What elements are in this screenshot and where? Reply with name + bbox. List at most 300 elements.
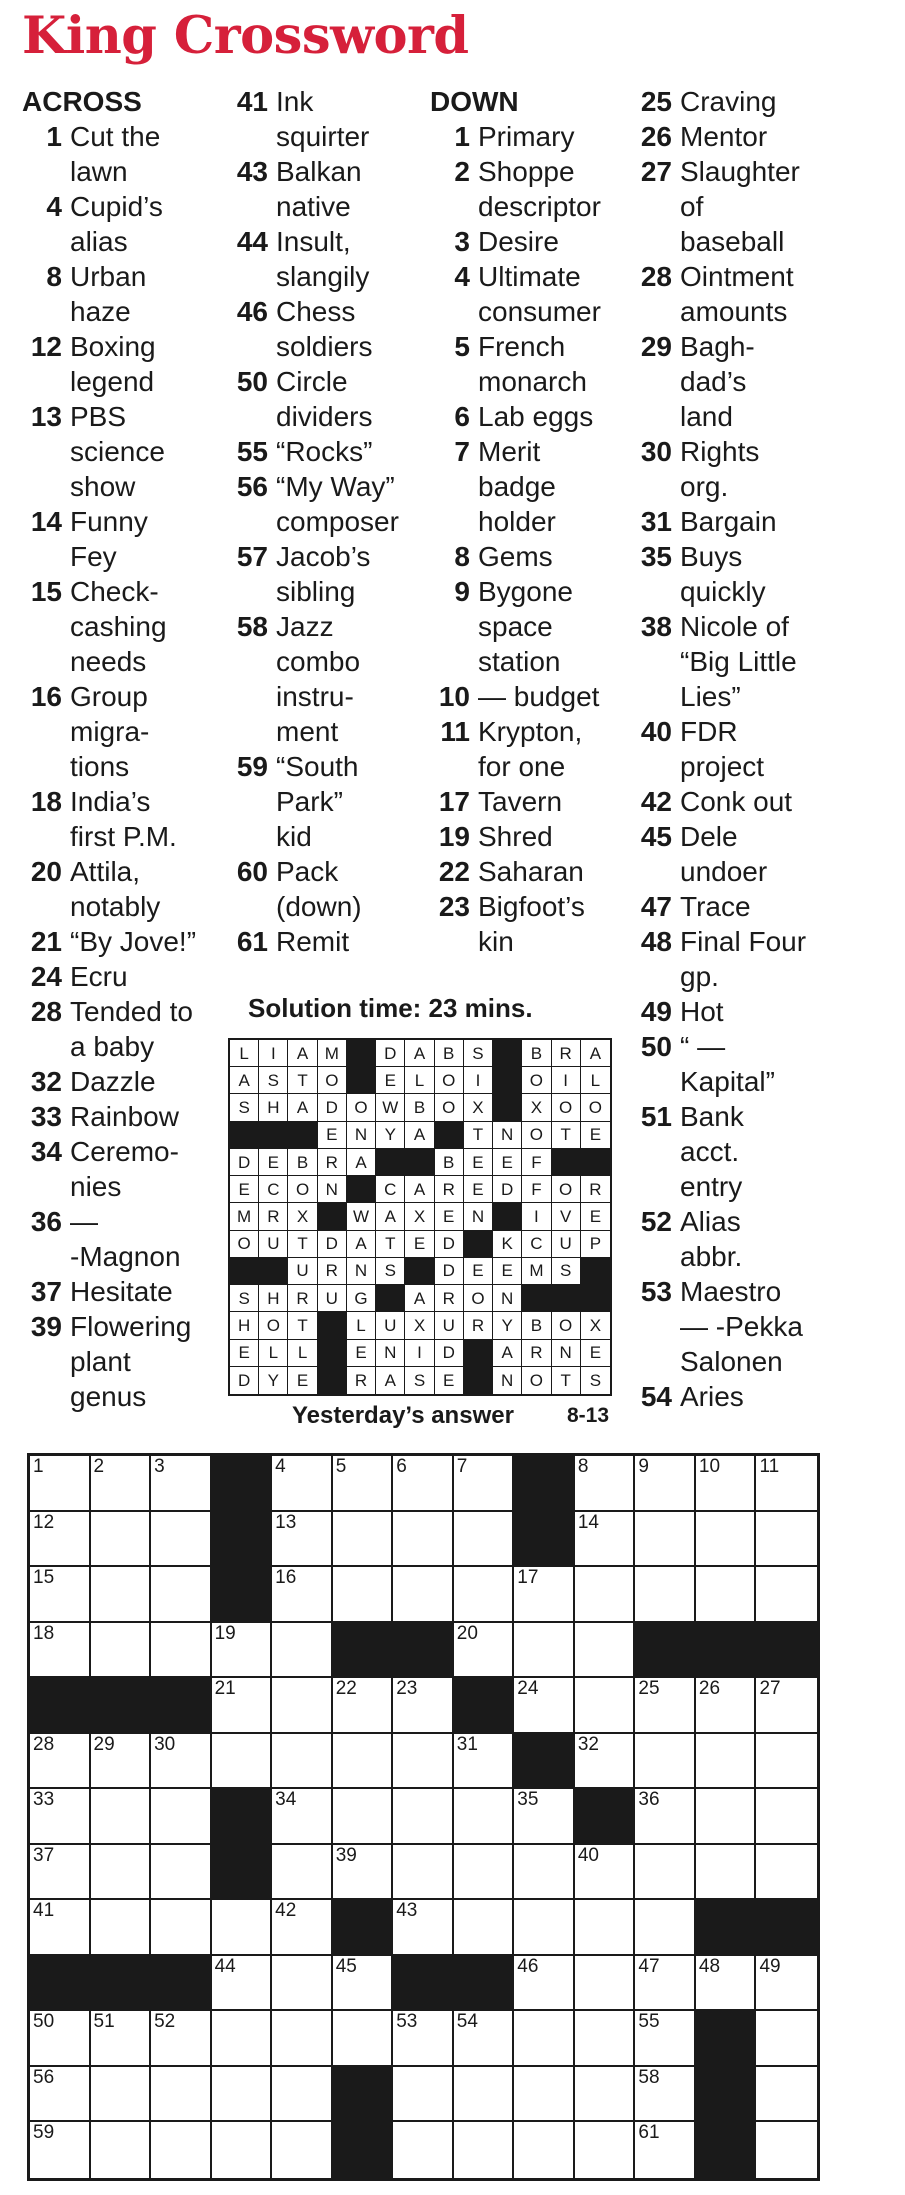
grid-cell[interactable] [151,2122,212,2178]
yesterday-letter-cell: S [464,1040,493,1067]
cell-number: 33 [33,1789,55,1811]
clue-text-line: needs [70,646,147,677]
grid-cell[interactable] [514,2122,575,2178]
grid-cell[interactable] [91,1567,152,1623]
black-square [696,2011,757,2067]
yesterday-letter-cell: E [259,1149,288,1176]
yesterday-black-square [493,1067,522,1094]
clue-across_col1-37 [22,1274,222,1309]
black-square [514,1734,575,1790]
clue-across_col2-41 [228,84,418,154]
yesterday-letter-cell: L [288,1340,317,1367]
yesterday-letter-cell: D [435,1340,464,1367]
grid-cell[interactable] [454,1512,515,1568]
grid-cell[interactable] [635,1678,696,1734]
clue-text-line: Nicole of [680,611,789,642]
grid-cell[interactable] [272,1623,333,1679]
grid-cell[interactable] [454,1623,515,1679]
clue-text-line: Urban [70,261,147,292]
grid-cell[interactable] [212,1623,273,1679]
grid-cell[interactable] [575,1567,636,1623]
yesterday-letter-cell: O [464,1285,493,1312]
yesterday-letter-cell: N [493,1285,522,1312]
grid-cell[interactable] [212,1734,273,1790]
yesterday-letter-cell: R [288,1285,317,1312]
grid-cell[interactable] [272,1900,333,1956]
black-square [696,1623,757,1679]
yesterday-letter-cell: X [581,1312,610,1339]
clue-text-line: Lies” [680,681,741,712]
grid-cell[interactable] [635,1512,696,1568]
grid-cell[interactable] [91,1512,152,1568]
yesterday-black-square [347,1176,376,1203]
yesterday-letter-cell: T [288,1231,317,1258]
black-square [212,1789,273,1845]
yesterday-letter-cell: C [522,1231,551,1258]
cell-number: 1 [33,1456,44,1477]
grid-cell[interactable] [393,2067,454,2123]
grid-cell[interactable] [30,1845,91,1901]
grid-cell[interactable] [333,1456,394,1512]
clue-across_col1-28 [22,994,222,1064]
clue-down_col1-19 [430,819,630,854]
clue-text-line: a baby [70,1031,155,1062]
grid-cell[interactable] [212,1678,273,1734]
yesterday-black-square [230,1122,259,1149]
grid-cell[interactable] [333,1789,394,1845]
clue-number: 33 [30,1101,62,1132]
yesterday-letter-cell: O [522,1367,551,1394]
grid-cell[interactable] [151,1900,212,1956]
grid-cell[interactable] [575,1456,636,1512]
cell-number: 28 [33,1733,55,1755]
clue-text-line: Funny [70,506,148,537]
grid-cell[interactable] [696,1845,757,1901]
grid-cell[interactable] [454,1789,515,1845]
grid-cell[interactable] [151,1623,212,1679]
grid-cell[interactable] [454,1900,515,1956]
grid-cell[interactable] [635,1456,696,1512]
clue-text-line: — [70,1206,98,1237]
grid-cell[interactable] [91,1734,152,1790]
grid-cell[interactable] [30,2011,91,2067]
grid-cell[interactable] [756,2011,817,2067]
grid-cell[interactable] [30,1456,91,1512]
clue-across_col1-4 [22,189,222,259]
clue-text-line: Chess [276,296,356,327]
grid-cell[interactable] [575,2067,636,2123]
clue-text-line: legend [70,366,155,397]
grid-cell[interactable] [514,2011,575,2067]
grid-cell[interactable] [756,2067,817,2123]
clue-text-line: Tended to [70,996,193,1027]
cell-number: 7 [456,1456,468,1477]
grid-cell[interactable] [272,1567,333,1623]
clue-text-line: Dazzle [70,1066,156,1097]
grid-cell[interactable] [514,1678,575,1734]
clue-number: 7 [454,436,470,467]
down-clues-column-1 [430,84,630,959]
grid-cell[interactable] [454,2011,515,2067]
yesterday-letter-cell: E [581,1203,610,1230]
grid-cell[interactable] [514,1845,575,1901]
cell-number: 47 [638,1955,660,1977]
grid-cell[interactable] [151,1734,212,1790]
yesterday-letter-cell: E [318,1122,347,1149]
grid-cell[interactable] [756,1789,817,1845]
grid-cell[interactable] [151,1789,212,1845]
yesterday-letter-cell: R [522,1340,551,1367]
yesterday-letter-cell: C [259,1176,288,1203]
clue-across_col2-58 [228,609,418,749]
yesterday-caption: Yesterday’s answer [292,1402,514,1429]
grid-cell[interactable] [151,1512,212,1568]
yesterday-letter-cell: E [230,1176,259,1203]
grid-cell[interactable] [393,1456,454,1512]
yesterday-black-square [259,1258,288,1285]
clue-number: 45 [640,821,672,852]
cell-number: 25 [638,1678,660,1700]
grid-cell[interactable] [454,2067,515,2123]
grid-cell[interactable] [454,1734,515,1790]
grid-cell[interactable] [756,2122,817,2178]
grid-cell[interactable] [393,1845,454,1901]
grid-cell[interactable] [696,1956,757,2012]
grid-cell[interactable] [696,1456,757,1512]
yesterday-letter-cell: T [552,1122,581,1149]
cell-number: 37 [33,1844,55,1866]
clue-text-line: consumer [478,296,601,327]
clue-text-line: Slaughter [680,156,800,187]
grid-cell[interactable] [575,1678,636,1734]
grid-cell[interactable] [635,1567,696,1623]
clue-text-line: FDR [680,716,738,747]
clue-text-line: nies [70,1171,122,1202]
across-clues-column-2 [228,84,418,959]
grid-cell[interactable] [756,1456,817,1512]
cell-number: 46 [517,1955,539,1977]
clue-across_col2-46 [228,294,418,364]
yesterday-letter-cell: A [405,1122,434,1149]
clue-text-line: station [478,646,561,677]
grid-cell[interactable] [575,1845,636,1901]
yesterday-letter-cell: D [435,1231,464,1258]
grid-cell[interactable] [333,1512,394,1568]
grid-cell[interactable] [151,1845,212,1901]
yesterday-letter-cell: O [347,1094,376,1121]
clue-text-line: Bigfoot’s [478,891,585,922]
grid-cell[interactable] [272,2122,333,2178]
clue-number: 8 [454,541,470,572]
grid-cell[interactable] [151,2067,212,2123]
clue-text-line: Conk out [680,786,793,817]
yesterday-black-square [347,1067,376,1094]
grid-cell[interactable] [514,1900,575,1956]
grid-cell[interactable] [575,2122,636,2178]
clue-text-line: Craving [680,86,777,117]
clue-text-line: Bargain [680,506,777,537]
grid-cell[interactable] [212,2011,273,2067]
clue-down_col2-42 [632,784,832,819]
grid-cell[interactable] [91,2122,152,2178]
grid-cell[interactable] [151,1567,212,1623]
grid-cell[interactable] [393,2011,454,2067]
clue-text-line: Gems [478,541,553,572]
cell-number: 50 [33,2011,55,2033]
grid-cell[interactable] [30,2067,91,2123]
grid-cell[interactable] [756,1512,817,1568]
grid-cell[interactable] [756,1678,817,1734]
yesterday-letter-cell: T [376,1231,405,1258]
clue-text-line: Check- [70,576,159,607]
grid-cell[interactable] [272,2011,333,2067]
grid-cell[interactable] [635,1789,696,1845]
grid-cell[interactable] [272,2067,333,2123]
clue-number: 30 [640,436,672,467]
grid-cell[interactable] [272,1678,333,1734]
cell-number: 17 [517,1567,539,1589]
grid-cell[interactable] [333,1567,394,1623]
cell-number: 20 [456,1622,478,1644]
grid-cell[interactable] [696,1734,757,1790]
across-col1-list [22,119,222,1414]
yesterday-letter-cell: N [464,1203,493,1230]
grid-cell[interactable] [756,1567,817,1623]
clue-text-line: space [478,611,553,642]
grid-cell[interactable] [30,1623,91,1679]
yesterday-letter-cell: U [552,1231,581,1258]
grid-cell[interactable] [635,1845,696,1901]
grid-cell[interactable] [272,1845,333,1901]
grid-cell[interactable] [575,1900,636,1956]
black-square [333,1900,394,1956]
grid-cell[interactable] [575,1623,636,1679]
cell-number: 44 [214,1955,236,1977]
grid-cell[interactable] [454,2122,515,2178]
clue-across_col1-21 [22,924,222,959]
grid-cell[interactable] [454,1567,515,1623]
clue-text-line: show [70,471,136,502]
down-clues-column-2 [632,84,832,1414]
clue-down_col2-28 [632,259,832,329]
grid-cell[interactable] [575,1956,636,2012]
cell-number: 13 [275,1511,297,1533]
yesterday-letter-cell: R [318,1149,347,1176]
cell-number: 35 [517,1789,539,1811]
grid-cell[interactable] [514,2067,575,2123]
grid-cell[interactable] [756,1734,817,1790]
grid-cell[interactable] [514,1789,575,1845]
yesterday-letter-cell: T [288,1312,317,1339]
grid-cell[interactable] [272,1512,333,1568]
yesterday-letter-cell: O [552,1094,581,1121]
cell-number: 39 [335,1844,357,1866]
grid-cell[interactable] [151,2011,212,2067]
grid-cell[interactable] [91,1900,152,1956]
yesterday-letter-cell: U [318,1285,347,1312]
grid-cell[interactable] [212,2122,273,2178]
yesterday-letter-cell: B [435,1040,464,1067]
clue-text-line: slangily [276,261,370,292]
grid-cell[interactable] [272,1734,333,1790]
grid-cell[interactable] [91,2067,152,2123]
grid-cell[interactable] [514,1623,575,1679]
yesterday-letter-cell: A [230,1067,259,1094]
clue-text-line: Park” [276,786,343,817]
clue-text-line: cashing [70,611,167,642]
grid-cell[interactable] [333,1734,394,1790]
clue-text-line: Maestro [680,1276,782,1307]
yesterday-letter-cell: O [288,1176,317,1203]
grid-cell[interactable] [635,1734,696,1790]
clue-number: 1 [46,121,62,152]
grid-cell[interactable] [333,1845,394,1901]
yesterday-letter-cell: B [405,1094,434,1121]
cell-number: 16 [275,1567,297,1589]
grid-cell[interactable] [635,2067,696,2123]
yesterday-letter-cell: W [376,1094,405,1121]
yesterday-letter-cell: O [435,1094,464,1121]
grid-cell[interactable] [333,1678,394,1734]
clue-number: 19 [438,821,470,852]
clue-down_col2-54 [632,1379,832,1414]
grid-cell[interactable] [272,1456,333,1512]
yesterday-letter-cell: O [522,1067,551,1094]
grid-cell[interactable] [30,1900,91,1956]
black-square [30,1956,91,2012]
grid-cell[interactable] [333,1956,394,2012]
black-square [756,1900,817,1956]
yesterday-black-square [318,1367,347,1394]
clue-text-line: native [276,191,351,222]
yesterday-letter-cell: X [464,1094,493,1121]
yesterday-letter-cell: R [581,1176,610,1203]
yesterday-letter-cell: I [464,1067,493,1094]
black-square [212,1567,273,1623]
grid-cell[interactable] [393,1678,454,1734]
yesterday-letter-cell: A [581,1040,610,1067]
page-title: King Crossword [22,6,469,66]
yesterday-letter-cell: E [288,1367,317,1394]
grid-cell[interactable] [91,2011,152,2067]
grid-cell[interactable] [393,1734,454,1790]
grid-cell[interactable] [30,2122,91,2178]
grid-cell[interactable] [212,2067,273,2123]
grid-cell[interactable] [393,1900,454,1956]
grid-cell[interactable] [272,1789,333,1845]
yesterday-letter-cell: R [318,1258,347,1285]
grid-cell[interactable] [514,1567,575,1623]
clue-text-line: “Big Little [680,646,797,677]
cell-number: 2 [93,1456,105,1477]
grid-cell[interactable] [333,2011,394,2067]
clue-down_col1-17 [430,784,630,819]
clue-across_col2-50 [228,364,418,434]
grid-cell[interactable] [30,1789,91,1845]
clue-down_col1-3 [430,224,630,259]
yesterday-letter-cell: O [581,1094,610,1121]
grid-cell[interactable] [635,2122,696,2178]
grid-cell[interactable] [635,1900,696,1956]
yesterday-letter-cell: K [493,1231,522,1258]
grid-cell[interactable] [696,1678,757,1734]
yesterday-letter-cell: U [288,1258,317,1285]
yesterday-letter-cell: T [288,1067,317,1094]
across-heading: ACROSS [22,86,142,117]
grid-cell[interactable] [30,1512,91,1568]
grid-cell[interactable] [393,2122,454,2178]
black-square [151,1956,212,2012]
clue-down_col2-45 [632,819,832,889]
cell-number: 61 [638,2122,660,2144]
grid-cell[interactable] [91,1456,152,1512]
clue-number: 5 [454,331,470,362]
black-square [333,1623,394,1679]
yesterday-letter-cell: S [230,1094,259,1121]
grid-cell[interactable] [635,2011,696,2067]
grid-cell[interactable] [696,1567,757,1623]
clue-text-line: sibling [276,576,356,607]
grid-cell[interactable] [272,1956,333,2012]
grid-cell[interactable] [91,1789,152,1845]
grid-cell[interactable] [151,1456,212,1512]
grid-cell[interactable] [696,1512,757,1568]
grid-cell[interactable] [91,1623,152,1679]
grid-cell[interactable] [454,1845,515,1901]
clue-text-line: “By Jove!” [70,926,197,957]
grid-cell[interactable] [91,1845,152,1901]
black-square [333,2122,394,2178]
grid-cell[interactable] [30,1734,91,1790]
cell-number: 3 [154,1456,165,1477]
grid-cell[interactable] [575,2011,636,2067]
grid-cell[interactable] [393,1512,454,1568]
cell-number: 6 [396,1456,407,1477]
grid-cell[interactable] [514,1956,575,2012]
clue-down_col2-52 [632,1204,832,1274]
clue-text-line: Fey [70,541,117,572]
yesterday-letter-cell: R [347,1367,376,1394]
grid-cell[interactable] [393,1789,454,1845]
grid-cell[interactable] [212,1900,273,1956]
clue-text-line: Ink [276,86,314,117]
clue-number: 46 [236,296,268,327]
clue-number: 29 [640,331,672,362]
clue-across_col1-12 [22,329,222,399]
yesterday-black-square [405,1258,434,1285]
clue-number: 43 [236,156,268,187]
yesterday-letter-cell: L [347,1312,376,1339]
grid-cell[interactable] [635,1956,696,2012]
grid-cell[interactable] [393,1567,454,1623]
grid-cell[interactable] [212,1956,273,2012]
clue-down_col2-25 [632,84,832,119]
grid-cell[interactable] [696,1789,757,1845]
cell-number: 8 [577,1456,589,1477]
clue-text-line: Group [70,681,148,712]
yesterday-letter-cell: H [259,1285,288,1312]
black-square [393,1956,454,2012]
grid-cell[interactable] [756,1956,817,2012]
clue-text-line: Attila, [70,856,141,887]
clue-text-line: alias [70,226,128,257]
clue-across_col2-57 [228,539,418,609]
grid-cell[interactable] [575,1512,636,1568]
grid-cell[interactable] [756,1845,817,1901]
grid-cell[interactable] [575,1734,636,1790]
grid-cell[interactable] [30,1567,91,1623]
grid-cell[interactable] [454,1456,515,1512]
